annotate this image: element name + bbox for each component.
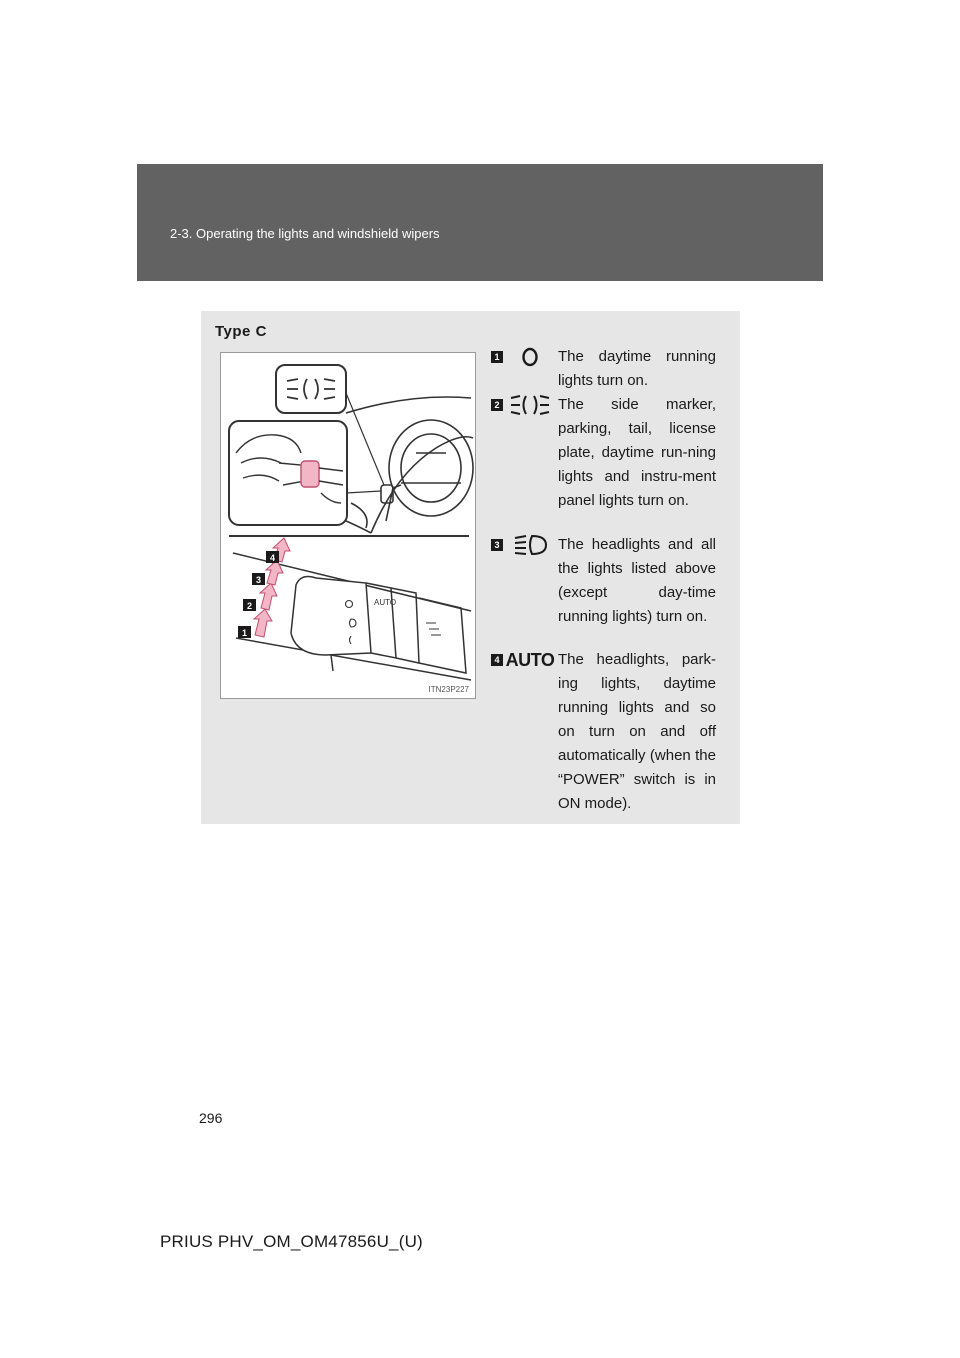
- arrow-label-2: 2: [247, 601, 253, 611]
- item-number: 4: [491, 654, 503, 666]
- content-panel: [201, 311, 740, 824]
- callout-bubble-hand: [229, 421, 347, 525]
- auto-icon-label: AUTO: [505, 649, 555, 670]
- side-marker-light-icon: [507, 393, 553, 417]
- arrow-1: [254, 609, 272, 637]
- item-number: 3: [491, 539, 503, 551]
- arrow-label-1: 1: [242, 628, 248, 638]
- item-number: 2: [491, 399, 503, 411]
- item-text: The daytime running lights turn on.: [558, 348, 716, 389]
- figure-code: ITN23P227: [428, 685, 469, 694]
- arrow-label-3: 3: [256, 575, 262, 585]
- item-number: 1: [491, 351, 503, 363]
- dashboard-scene: [339, 397, 473, 533]
- item-text: The headlights, park-ing lights, daytime running lights and so on turn on and off automatically (when the “POWER” switch is in ON mode).: [558, 651, 716, 812]
- daytime-running-light-icon: [507, 345, 553, 369]
- item-text: The side marker, parking, tail, license plate, daytime run-ning lights and instru-ment panel lights turn on.: [558, 396, 716, 509]
- section-title: 2-3. Operating the lights and windshield wipers: [170, 226, 440, 241]
- arrow-3: [266, 560, 283, 585]
- panel-heading: Type C: [215, 323, 267, 340]
- arrow-2: [260, 583, 277, 610]
- light-switch-illustration: [220, 352, 476, 699]
- page-number: 296: [199, 1110, 223, 1126]
- auto-icon: [507, 648, 553, 672]
- lever-auto-label: AUTO: [374, 598, 397, 607]
- footer-document-code: PRIUS PHV_OM_OM47856U_(U): [160, 1232, 423, 1251]
- callout-bubble-top: [276, 365, 346, 413]
- illustration-drawing: [221, 353, 477, 700]
- arrow-label-4: 4: [270, 553, 276, 563]
- header-band: [137, 164, 823, 281]
- headlight-icon: [507, 533, 553, 557]
- item-text: The headlights and all the lights listed above (except day-time running lights) turn on.: [558, 536, 716, 625]
